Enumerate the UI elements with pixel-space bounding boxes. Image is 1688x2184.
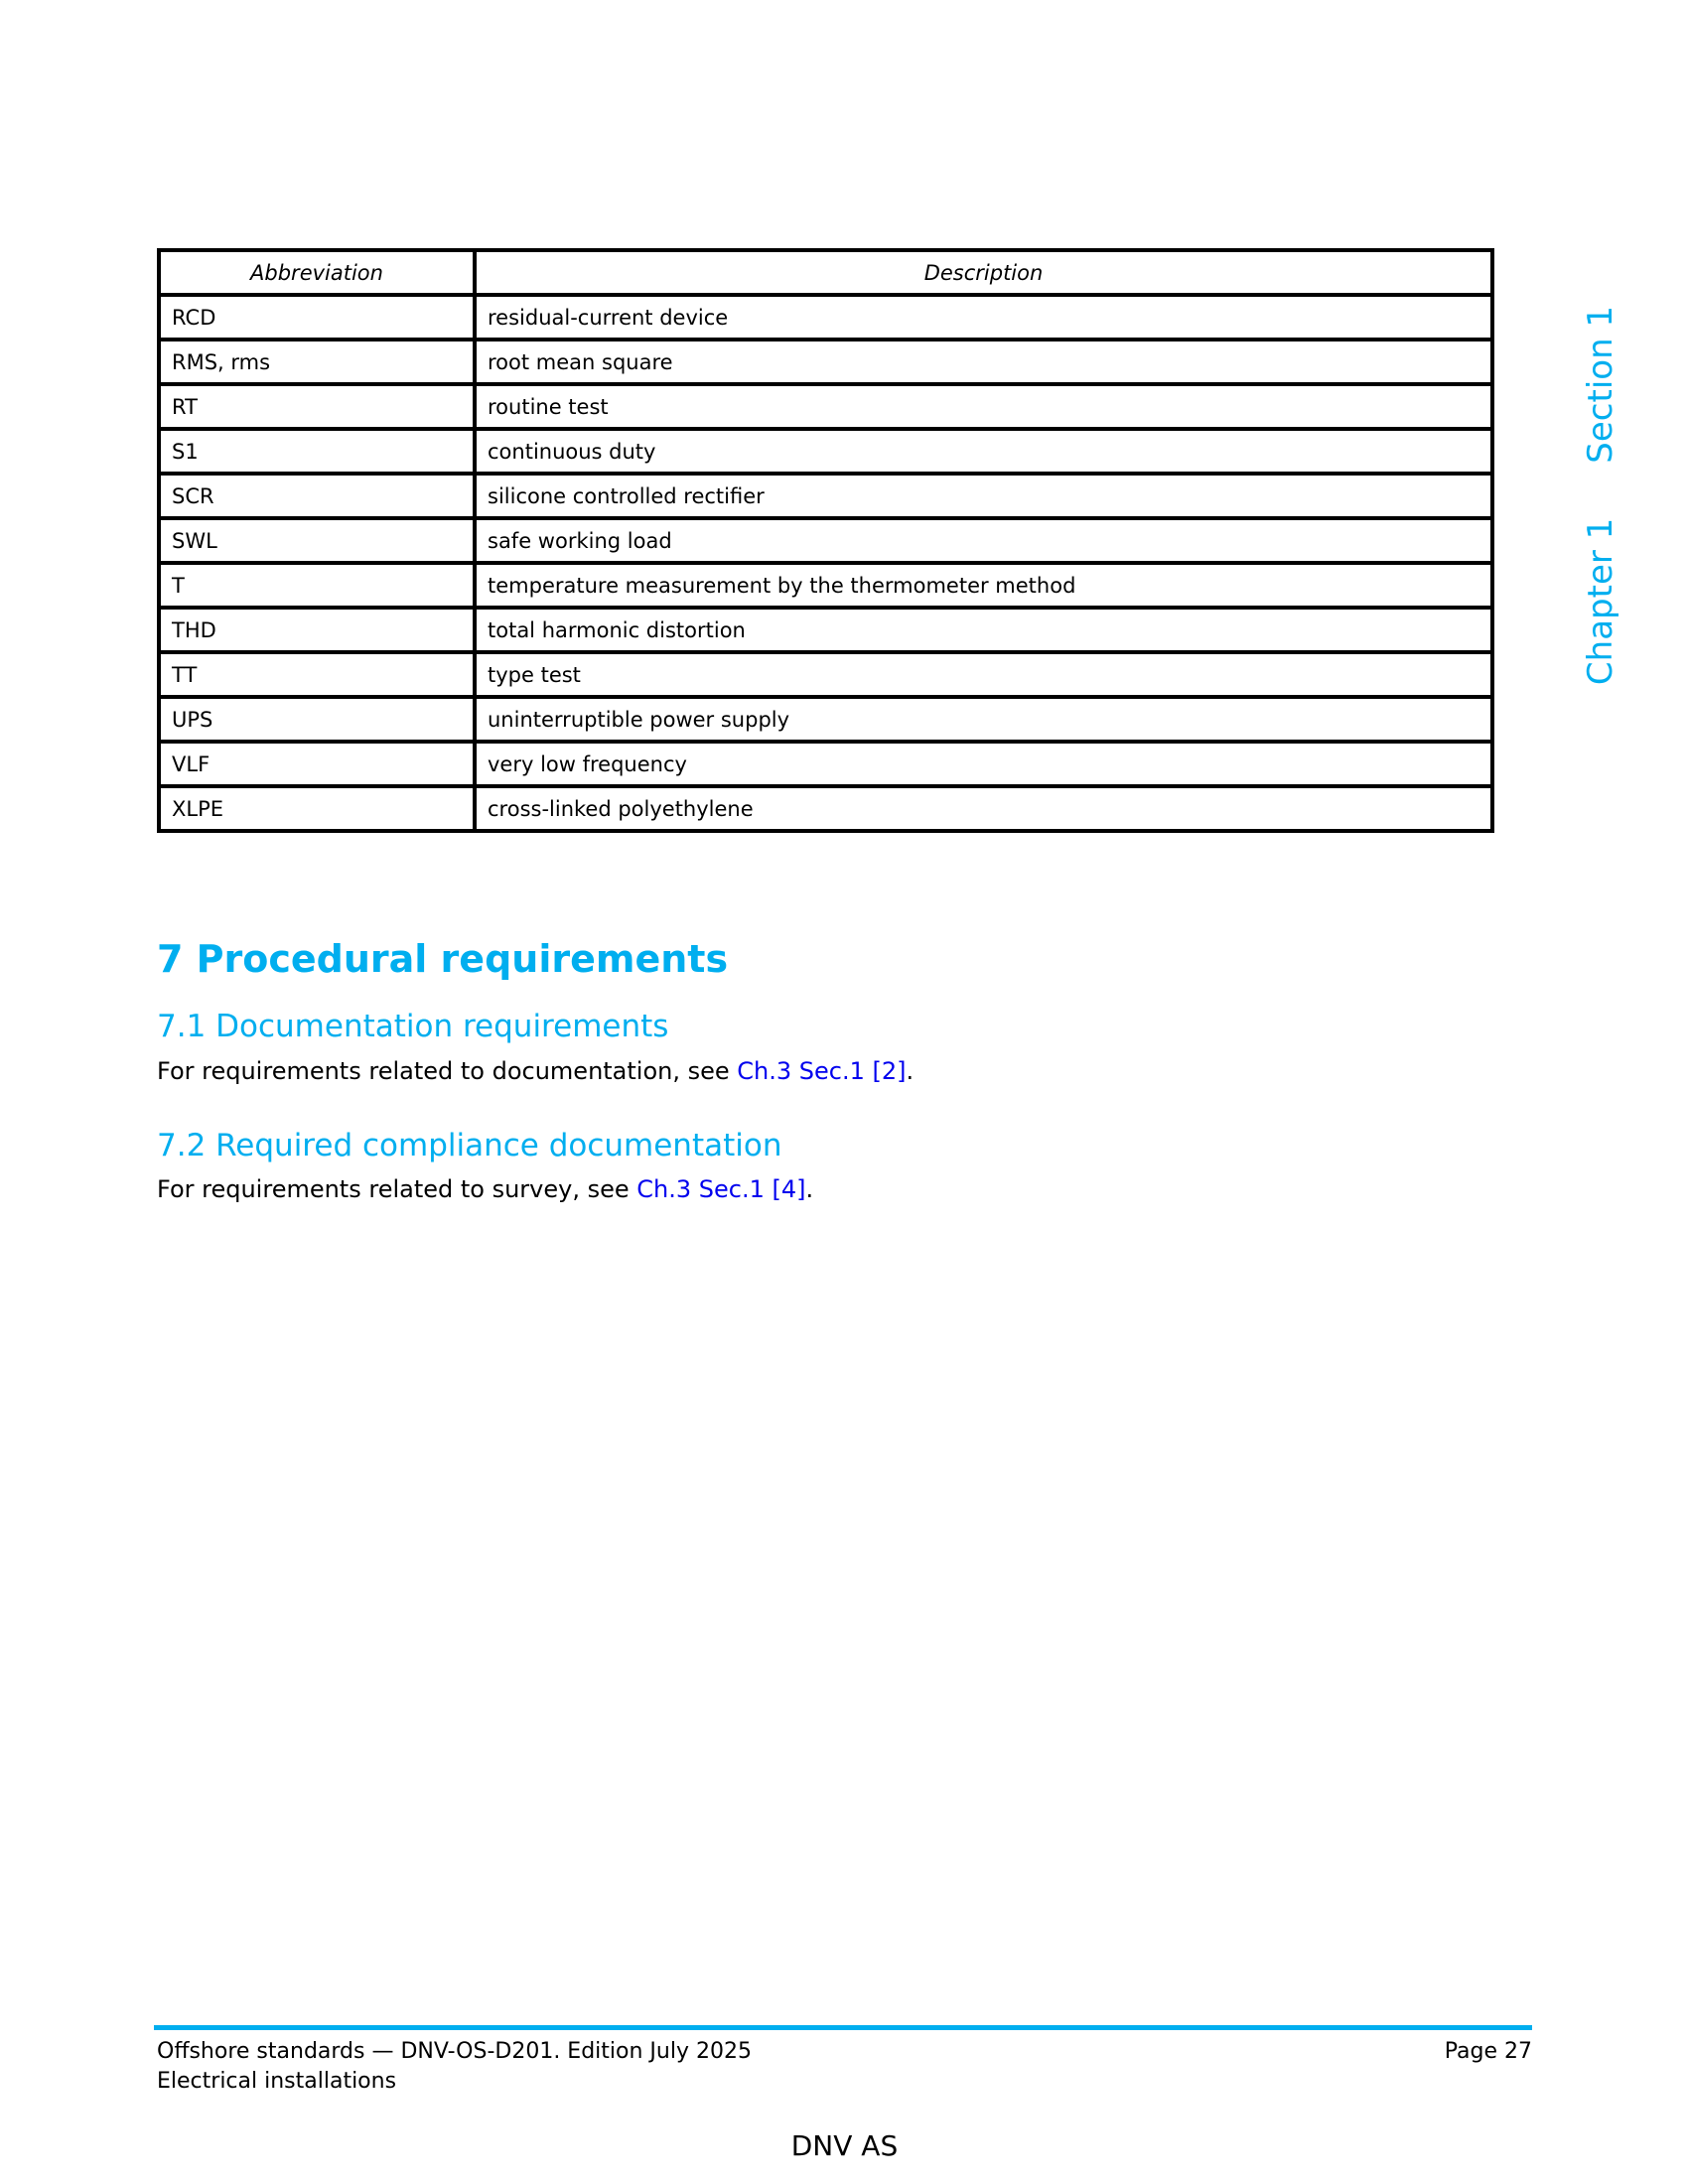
table-row <box>159 295 1492 340</box>
footer-page-number: Page 27 <box>1444 2039 1532 2064</box>
description-cell: total harmonic distortion <box>475 608 1492 652</box>
abbreviation-cell: TT <box>159 652 475 697</box>
chapter-section-tab <box>1581 272 1620 719</box>
description-cell: continuous duty <box>475 429 1492 474</box>
section-7-2-text: For requirements related to survey, see <box>157 1175 637 1203</box>
description-cell: safe working load <box>475 518 1492 563</box>
abbreviation-cell: RT <box>159 384 475 429</box>
table-row <box>159 786 1492 831</box>
description-cell: cross-linked polyethylene <box>475 786 1492 831</box>
table-row <box>159 563 1492 608</box>
section-7-2-text-suffix: . <box>805 1175 814 1203</box>
table-row <box>159 518 1492 563</box>
abbreviation-table-header <box>159 250 1492 295</box>
table-row <box>159 652 1492 697</box>
abbreviation-cell: XLPE <box>159 786 475 831</box>
footer-document-subtitle: Electrical installations <box>157 2069 397 2094</box>
description-cell: type test <box>475 652 1492 697</box>
abbreviation-cell: THD <box>159 608 475 652</box>
section-7-2-heading: 7.2 Required compliance documentation <box>157 1128 782 1163</box>
section-tab-label: Section 1 <box>1581 305 1620 464</box>
table-row <box>159 429 1492 474</box>
table-row <box>159 384 1492 429</box>
abbreviation-column-header: Abbreviation <box>159 250 475 295</box>
chapter-tab-label: Chapter 1 <box>1581 517 1620 686</box>
abbreviation-cell: RCD <box>159 295 475 340</box>
description-cell: silicone controlled rectifier <box>475 474 1492 518</box>
section-7-heading: 7 Procedural requirements <box>157 937 729 981</box>
footer-company-name: DNV AS <box>790 2129 899 2162</box>
abbreviation-cell: UPS <box>159 697 475 742</box>
description-cell: temperature measurement by the thermometer method <box>475 563 1492 608</box>
abbreviation-cell: T <box>159 563 475 608</box>
abbreviation-cell: RMS, rms <box>159 340 475 384</box>
section-7-2-paragraph <box>157 1174 813 1205</box>
section-7-1-paragraph <box>157 1056 914 1087</box>
table-row <box>159 340 1492 384</box>
abbreviation-table <box>157 248 1494 833</box>
section-7-1-text: For requirements related to documentation, see <box>157 1057 738 1085</box>
footer-line-1 <box>157 2038 1532 2066</box>
abbreviation-cell: S1 <box>159 429 475 474</box>
table-row <box>159 697 1492 742</box>
footer-document-title: Offshore standards — DNV-OS-D201. Edition July 2025 <box>157 2039 752 2064</box>
table-row <box>159 608 1492 652</box>
table-row <box>159 742 1492 786</box>
description-cell: uninterruptible power supply <box>475 697 1492 742</box>
section-7-1-text-suffix: . <box>906 1057 914 1085</box>
description-cell: routine test <box>475 384 1492 429</box>
abbreviation-cell: SCR <box>159 474 475 518</box>
section-7-1-heading: 7.1 Documentation requirements <box>157 1009 669 1044</box>
description-column-header: Description <box>475 250 1492 295</box>
abbreviation-cell: SWL <box>159 518 475 563</box>
abbreviation-table-body <box>159 295 1492 831</box>
section-7-2-crossref-link[interactable]: Ch.3 Sec.1 [4] <box>636 1175 806 1203</box>
description-cell: root mean square <box>475 340 1492 384</box>
table-row <box>159 474 1492 518</box>
description-cell: very low frequency <box>475 742 1492 786</box>
table-header-row <box>159 250 1492 295</box>
abbreviation-cell: VLF <box>159 742 475 786</box>
description-cell: residual-current device <box>475 295 1492 340</box>
footer-divider-rule <box>154 2025 1532 2030</box>
section-7-1-crossref-link[interactable]: Ch.3 Sec.1 [2] <box>737 1057 907 1085</box>
